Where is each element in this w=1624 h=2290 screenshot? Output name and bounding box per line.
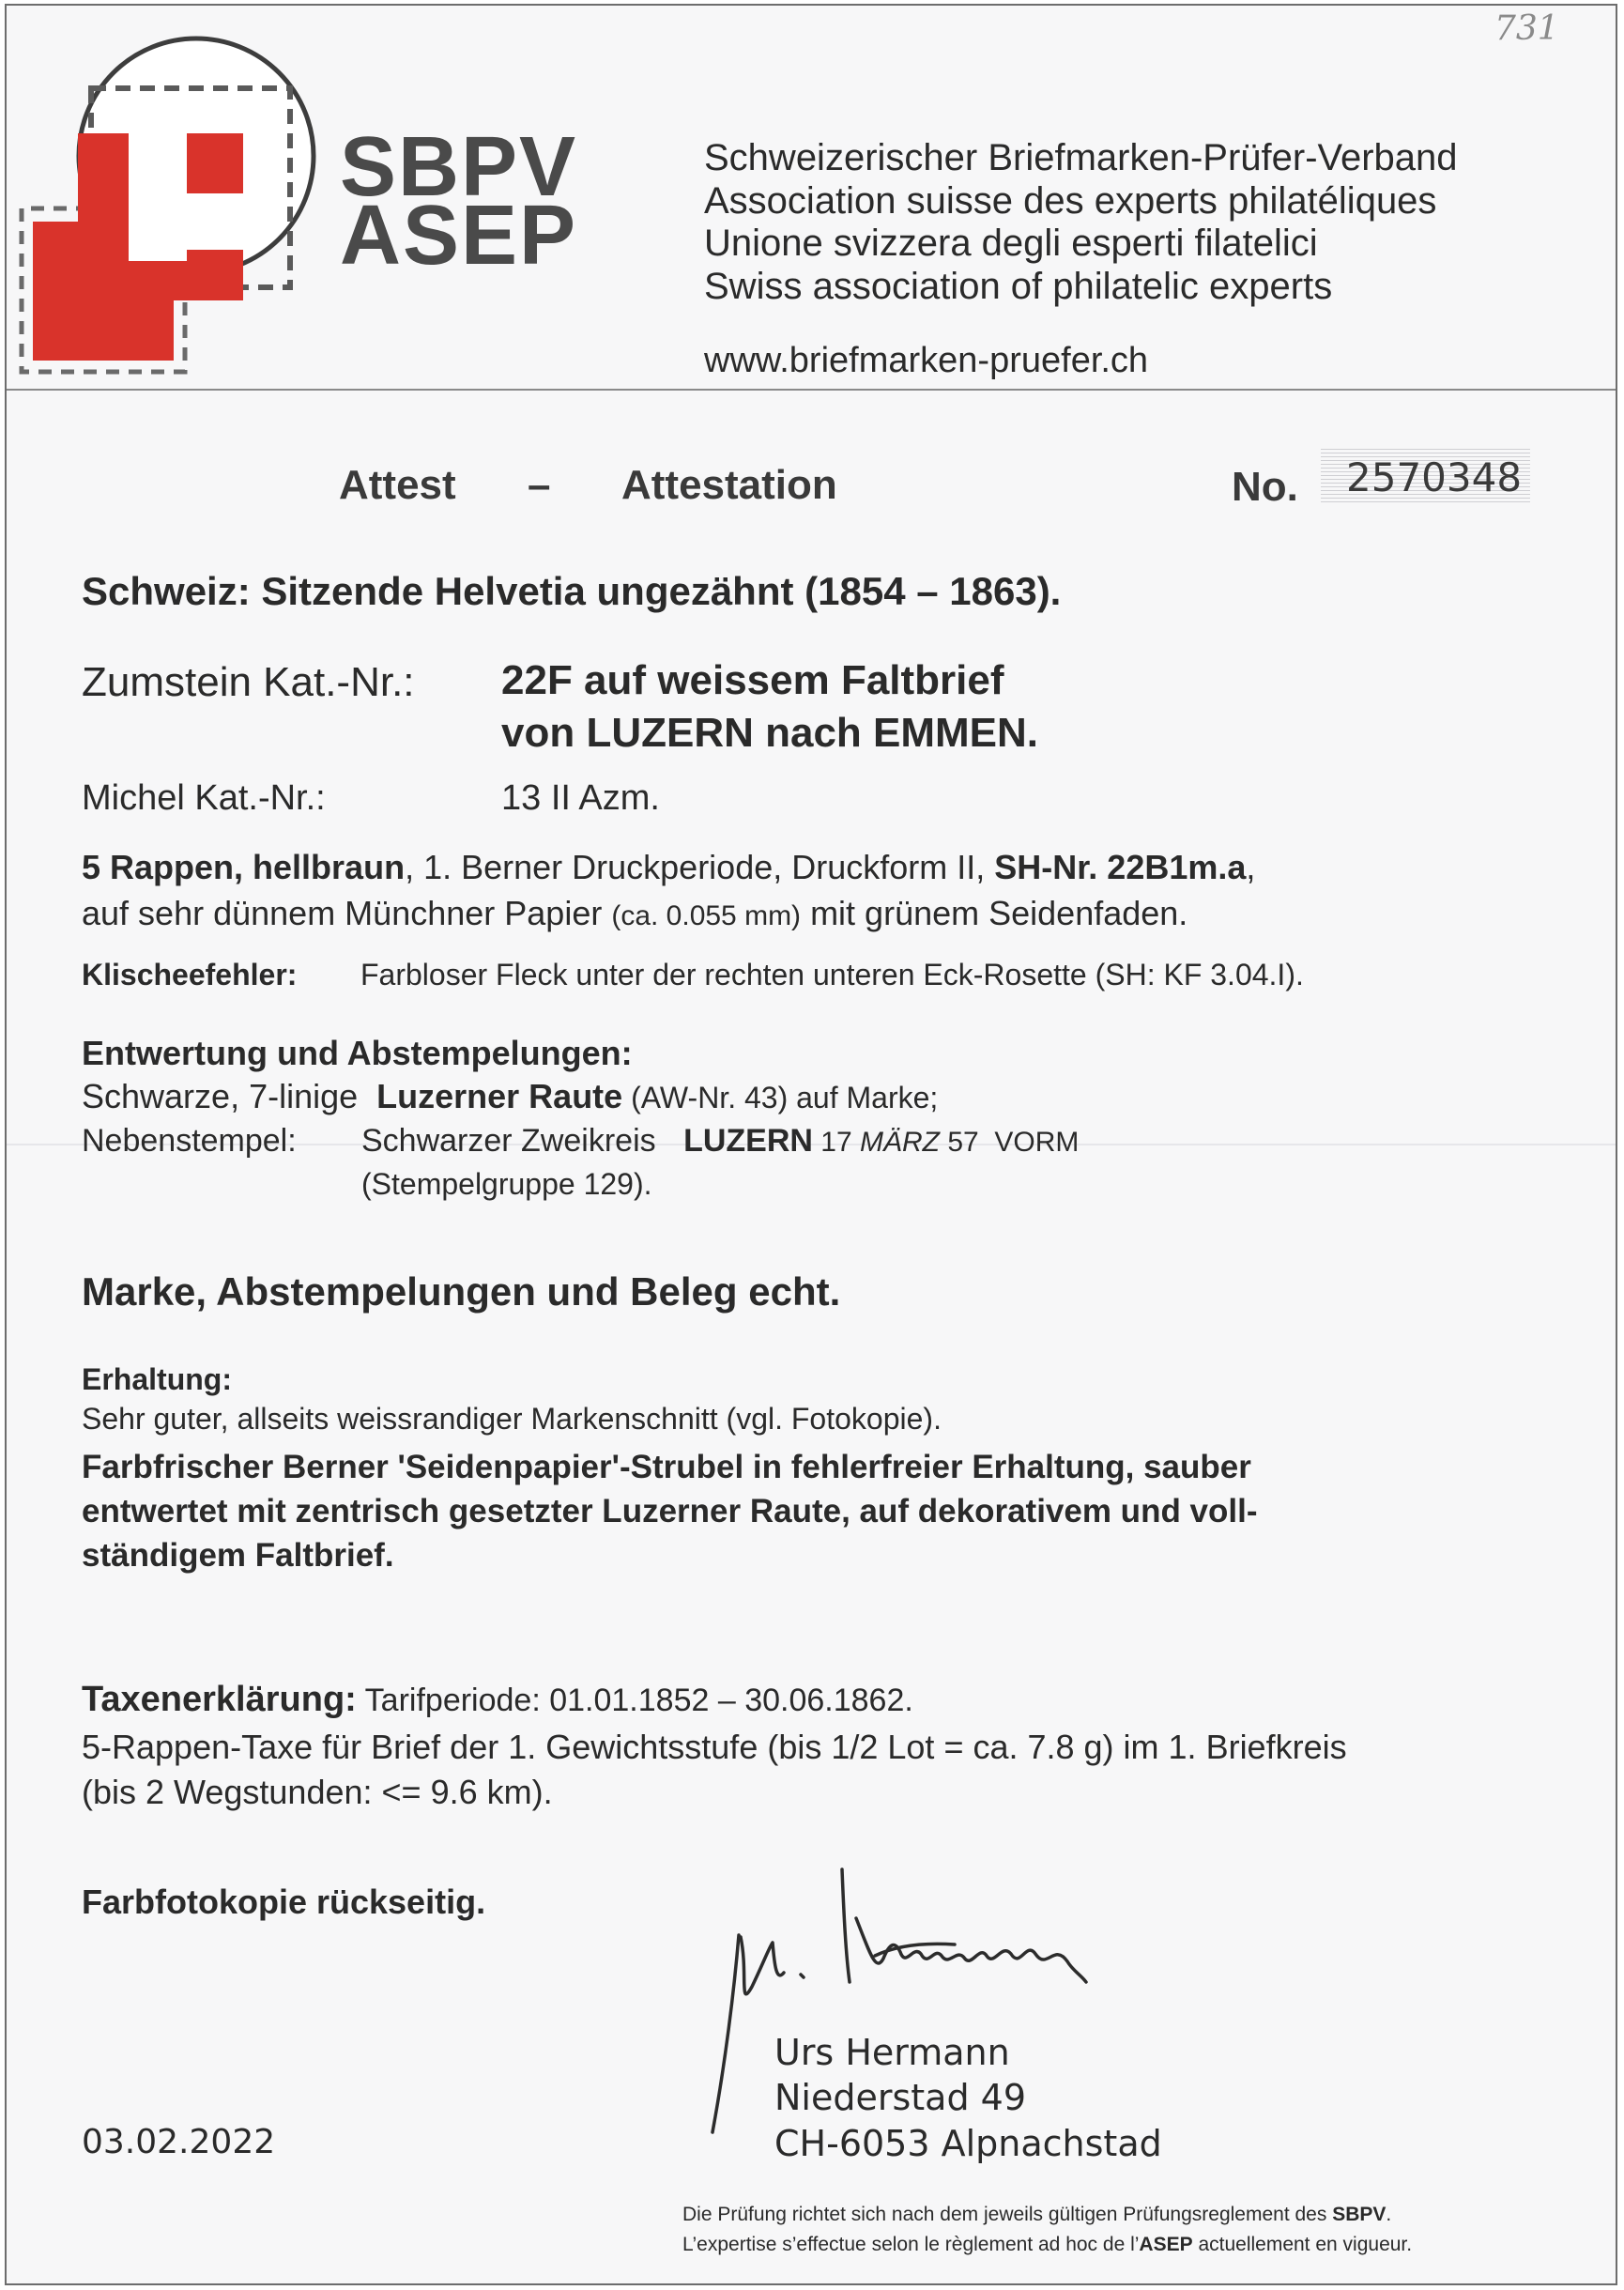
photocopy-note: Farbfotokopie rückseitig. (82, 1883, 486, 1921)
title-attest: Attest (339, 462, 456, 508)
nebenstempel-label: Nebenstempel: (82, 1123, 297, 1159)
footer-line-de (682, 2204, 1391, 2226)
nebenstempel-value (361, 1123, 1079, 1160)
nebenstempel-day: 17 (812, 1127, 861, 1158)
klischee-label: Klischeefehler: (82, 958, 298, 991)
certificate-page (5, 4, 1617, 2285)
footer-de-dot: . (1386, 2204, 1392, 2225)
org-name-it: Unione svizzera degli esperti filatelici (704, 223, 1318, 264)
org-name-fr: Association suisse des experts philatéliques (704, 180, 1437, 222)
stempelgruppe: (Stempelgruppe 129). (361, 1167, 652, 1201)
title-dash: – (528, 462, 551, 508)
nebenstempel-type: Schwarzer Zweikreis (361, 1123, 666, 1159)
erhaltung-heading: Erhaltung: (82, 1362, 232, 1396)
footer-fr-asep: ASEP (1139, 2234, 1193, 2255)
org-abbr-asep: ASEP (340, 189, 578, 283)
title-attestation: Attestation (621, 462, 837, 508)
taxe-line1 (82, 1680, 913, 1720)
erhaltung-detail-line1: Farbfrischer Berner 'Seidenpapier'-Strubel in fehlerfreier Erhaltung, sauber (82, 1449, 1251, 1485)
zumstein-label: Zumstein Kat.-Nr.: (82, 659, 415, 705)
entwertung-line1 (82, 1077, 938, 1116)
sbpv-logo (18, 34, 337, 381)
cancel-ref: (AW-Nr. 43) auf Marke; (622, 1081, 939, 1114)
nebenstempel-month: MÄRZ (860, 1127, 941, 1158)
taxe-line2: 5-Rappen-Taxe für Brief der 1. Gewichtsstufe (bis 1/2 Lot = ca. 7.8 g) im 1. Briefkreis (82, 1728, 1347, 1766)
authenticity-verdict: Marke, Abstempelungen und Beleg echt. (82, 1269, 841, 1314)
footer-fr-text: L’expertise s’effectue selon le règlement ad hoc de l’ (682, 2234, 1140, 2255)
footer-line-fr (682, 2234, 1412, 2256)
header-divider (7, 389, 1616, 391)
entwertung-heading: Entwertung und Abstempelungen: (82, 1034, 633, 1072)
erhaltung-detail-line2: entwertet mit zentrisch gesetzter Luzerner Raute, auf dekorativem und voll- (82, 1493, 1258, 1529)
zumstein-value-line2: von LUZERN nach EMMEN. (501, 710, 1039, 756)
org-website: www.briefmarken-pruefer.ch (704, 341, 1149, 380)
michel-value: 13 II Azm. (501, 778, 660, 818)
cancel-type: Schwarze, 7-linige (82, 1077, 368, 1115)
erhaltung-line1: Sehr guter, allseits weissrandiger Markenschnitt (vgl. Fotokopie). (82, 1402, 942, 1436)
paper-text: auf sehr dünnem Münchner Papier (82, 894, 612, 932)
org-abbr-sbpv: SBPV (340, 120, 578, 214)
stamp-print-info: , 1. Berner Druckperiode, Druckform II, (405, 848, 995, 886)
taxe-period: Tarifperiode: 01.01.1852 – 30.06.1862. (356, 1683, 913, 1718)
signer-street: Niederstad 49 (774, 2077, 1027, 2118)
stamp-description-line2 (82, 894, 1187, 933)
stamp-description-line1 (82, 848, 1255, 887)
footer-de-text: Die Prüfung richtet sich nach dem jeweils gültigen Prüfungsreglement des (682, 2204, 1333, 2225)
stamp-value-color: 5 Rappen, hellbraun (82, 848, 406, 886)
footer-fr-end: actuellement en vigueur. (1192, 2234, 1413, 2255)
signer-city: CH-6053 Alpnachstad (774, 2123, 1162, 2164)
signer-name: Urs Hermann (774, 2032, 1010, 2073)
taxe-line3: (bis 2 Wegstunden: <= 9.6 km). (82, 1773, 553, 1811)
nebenstempel-town: LUZERN (683, 1123, 813, 1159)
comma: , (1246, 848, 1256, 886)
stamp-series-heading: Schweiz: Sitzende Helvetia ungezähnt (1854 – 1863). (82, 569, 1062, 613)
certificate-number: 2570348 (1346, 454, 1523, 500)
certificate-date: 03.02.2022 (82, 2123, 276, 2161)
taxe-label: Taxenerklärung: (82, 1680, 357, 1719)
silk-thread-text: mit grünem Seidenfaden. (801, 894, 1188, 932)
zumstein-value-line1: 22F auf weissem Faltbrief (501, 657, 1004, 703)
org-name-de: Schweizerischer Briefmarken-Prüfer-Verband (704, 137, 1458, 178)
paper-thickness: (ca. 0.055 mm) (611, 900, 802, 931)
cancel-name: Luzerner Raute (376, 1077, 623, 1115)
michel-label: Michel Kat.-Nr.: (82, 778, 326, 818)
pencil-number: 731 (1494, 9, 1559, 48)
klischee-text: Farbloser Fleck unter der rechten unteren Eck-Rosette (SH: KF 3.04.I). (360, 958, 1304, 991)
erhaltung-detail-line3: ständigem Faltbrief. (82, 1537, 394, 1574)
sh-number: SH-Nr. 22B1m.a (994, 848, 1247, 886)
swiss-cross-stamp-icon (18, 34, 337, 381)
footer-de-sbpv: SBPV (1332, 2204, 1387, 2225)
nebenstempel-year-time: 57 VORM (940, 1127, 1080, 1158)
certificate-number-label: No. (1232, 464, 1298, 510)
org-name-en: Swiss association of philatelic experts (704, 266, 1333, 307)
